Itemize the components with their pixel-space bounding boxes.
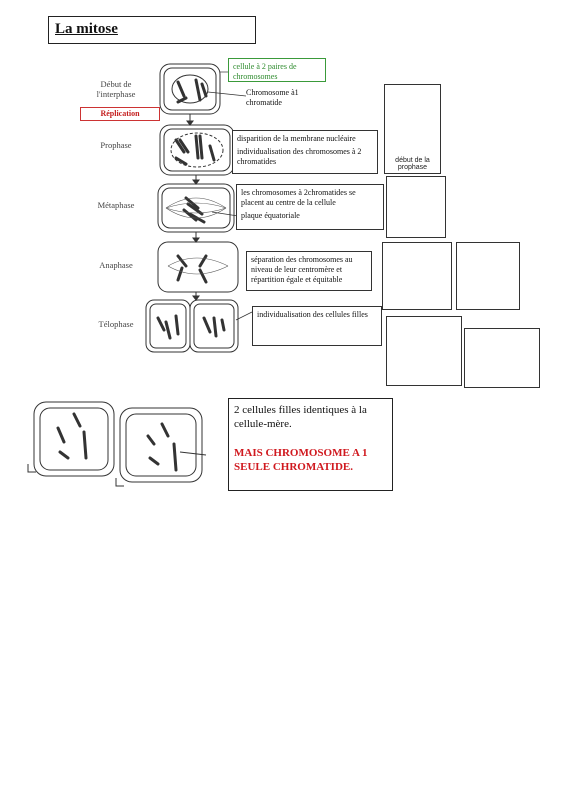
stage-label-metaphase: Métaphase [97, 200, 135, 210]
bottom-cell-right [120, 408, 202, 482]
note-prophase-1: disparition de la membrane nucléaire [237, 134, 356, 143]
note-interphase-cell: cellule à 2 paires de chromosomes [228, 58, 326, 82]
stage-label-prophase: Prophase [100, 140, 132, 150]
photo-frame-anaphase-2 [456, 242, 520, 310]
note-metaphase [236, 184, 384, 230]
stage-label-telophase: Télophase [98, 319, 134, 329]
conclusion-box [228, 398, 393, 491]
note-interphase-chromosome: Chromosome à1 chromatide [246, 88, 322, 110]
photo-caption-prophase: début de la prophase [395, 157, 430, 171]
interphase-cell [160, 64, 220, 114]
note-metaphase-2: plaque équatoriale [241, 211, 300, 220]
stage-label-anaphase: Anaphase [99, 260, 133, 270]
photo-frame-anaphase-1 [382, 242, 452, 310]
note-prophase [232, 130, 378, 174]
conclusion-line-2: MAIS CHROMOSOME A 1 SEULE CHROMATIDE. [234, 446, 368, 473]
page-title-text: La mitose [55, 21, 118, 37]
note-metaphase-1: les chromosomes à 2chromatides se placent au centre de la cellule [241, 188, 356, 207]
replication-label: Réplication [80, 107, 160, 121]
note-prophase-2: individualisation des chromosomes à 2 chromatides [237, 147, 362, 166]
photo-frame-prophase [384, 84, 441, 174]
photo-frame-metaphase [386, 176, 446, 238]
photo-frame-telophase-2 [464, 328, 540, 388]
stage-label-interphase: Début de l'interphase [96, 79, 136, 99]
photo-frame-telophase-1 [386, 316, 462, 386]
note-telophase: individualisation des cellules filles [252, 306, 382, 346]
conclusion-line-1: 2 cellules filles identiques à la cellule-mère. [234, 404, 367, 431]
note-anaphase: séparation des chromosomes au niveau de leur centromère et répartition égale et équitable [246, 251, 372, 291]
